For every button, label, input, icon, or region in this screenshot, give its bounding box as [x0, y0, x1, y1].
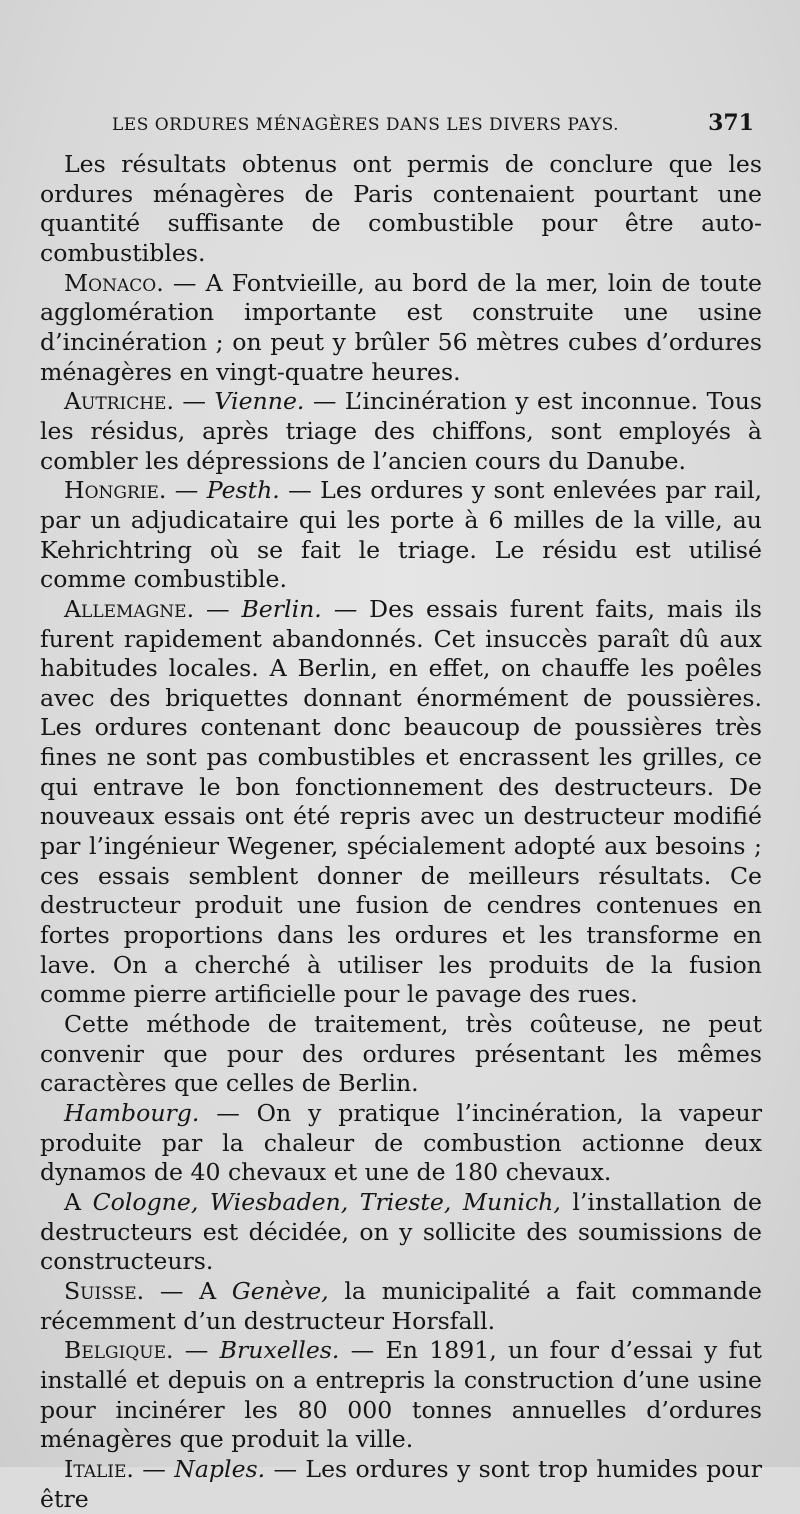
paragraph-prefix: A	[64, 1187, 93, 1216]
paragraph-text: — Les ordures y sont trop humides pour être	[40, 1454, 762, 1513]
paragraph-methode	[40, 1010, 762, 1099]
city-name: Pesth.	[206, 476, 280, 505]
running-title: LES ORDURES MÉNAGÈRES DANS LES DIVERS PAYS.	[112, 115, 620, 135]
paragraph-text: — Les ordures y sont enlevées par rail, par un adjudicataire qui les porte à 6 milles de la ville, au Kehrichtring où se fait le triage. Le résidu est utilisé comme combustible.	[40, 476, 762, 594]
city-name: Cologne, Wiesbaden, Trieste, Munich,	[92, 1187, 561, 1216]
page-number: 371	[708, 110, 754, 136]
paragraph-intro	[40, 150, 762, 269]
paragraph-prefix: — A	[144, 1276, 232, 1305]
paragraph-text: — L’incinération y est inconnue. Tous les résidus, après triage des chiffons, sont employés à combler les dépressions de l’ancien cours du Danube.	[40, 387, 762, 475]
paragraph-prefix: —	[173, 1336, 220, 1365]
paragraph-cologne	[40, 1188, 762, 1277]
paragraph-belgique	[40, 1336, 762, 1455]
paragraph-text: — En 1891, un four d’essai y fut installé et depuis on a entrepris la construction d’une usine pour incinérer les 80 000 tonnes annuelles d’ordures ménagères que produit la ville.	[40, 1336, 762, 1454]
country-name: Belgique.	[64, 1336, 174, 1365]
paragraph-monaco	[40, 269, 762, 388]
country-name: Hongrie.	[64, 476, 167, 505]
paragraph-italie	[40, 1455, 762, 1514]
paragraph-prefix: —	[133, 1454, 175, 1483]
paragraph-text: l’installation de destructeurs est décidée, on y sollicite des soumissions de constructeurs.	[40, 1187, 762, 1276]
country-name: Allemagne.	[64, 594, 195, 623]
city-name: Genève,	[231, 1276, 329, 1305]
country-name: Italie.	[64, 1454, 134, 1483]
paragraph-suisse	[40, 1277, 762, 1336]
paragraph-autriche: Autriche. — Vienne. — L’incinération y est inconnue. Tous les résidus, après triage des chiffons, sont employés à combler les dépressions de l’ancien cours du Danube.	[40, 387, 762, 475]
page-header	[112, 110, 754, 136]
country-name: Monaco.	[64, 268, 164, 297]
paragraph-text: — On y pratique l’incinération, la vapeur produite par la chaleur de combustion actionne deux dynamos de 40 chevaux et une de 180 chevaux.	[40, 1099, 762, 1187]
city-name: Berlin.	[241, 594, 322, 623]
paragraph-text: — A Fontvieille, au bord de la mer, loin de toute agglomération importante est construite une usine d’incinération ; on peut y brûler 56 mètres cubes d’ordures ménagères en vingt-quatre heures.	[40, 268, 762, 386]
paragraph-hongrie: Hongrie. — Pesth. — Les ordures y sont enlevées par rail, par un adjudicataire qui les porte à 6 milles de la ville, au Kehrichtring où se fait le triage. Le résidu est utilisé comme combustible.	[40, 476, 762, 594]
city-name: Bruxelles.	[219, 1336, 340, 1365]
paragraph-text: la municipalité a fait commande récemment d’un destructeur Horsfall.	[40, 1276, 762, 1335]
paragraph-text: Les résultats obtenus ont permis de conclure que les ordures ménagères de Paris contenaient pourtant une quantité suffisante de combustible pour être auto-combustibles.	[40, 150, 762, 267]
country-name: Autriche.	[64, 387, 174, 416]
paragraph-text: — Des essais furent faits, mais ils furent rapidement abandonnés. Cet insuccès paraît dû aux habitudes locales. A Berlin, en effet, on chauffe les poêles avec des briquettes donnant énormément de poussières. Les ordures contenant donc beaucoup de poussières très fines ne sont pas combustibles et encrassent les grilles, ce qui entrave le bon fonctionnement des destructeurs. De nouveaux essais ont été repris avec un destructeur modifié par l’ingénieur Wegener, spécialement adopté aux besoins ; ces essais semblent donner de meilleurs résultats. Ce destructeur produit une fusion de cendres contenues en fortes proportions dans les ordures et les transforme en lave. On a cherché à utiliser les produits de la fusion comme pierre artificielle pour le pavage des rues.	[40, 594, 762, 1009]
city-name: Hambourg.	[64, 1099, 200, 1127]
paragraph-text: Cette méthode de traitement, très coûteuse, ne peut convenir que pour des ordures présentant les mêmes caractères que celles de Berlin.	[40, 1010, 762, 1098]
page-body	[40, 150, 762, 1514]
city-name: Naples.	[174, 1454, 266, 1483]
country-name: Suisse.	[64, 1276, 145, 1305]
paragraph-allemagne: Allemagne. — Berlin. — Des essais furent faits, mais ils furent rapidement abandonnés. Cet insuccès paraît dû aux habitudes locales. A Berlin, en effet, on chauffe les poêles avec des briquettes donnant énormément de poussières. Les ordures contenant donc beaucoup de poussières très fines ne sont pas combustibles et encrassent les grilles, ce qui entrave le bon fonctionnement des destructeurs. De nouveaux essais ont été repris avec un destructeur modifié par l’ingénieur Wegener, spécialement adopté aux besoins ; ces essais semblent donner de meilleurs résultats. Ce destructeur produit une fusion de cendres contenues en fortes proportions dans les ordures et les transforme en lave. On a cherché à utiliser les produits de la fusion comme pierre artificielle pour le pavage des rues.	[40, 594, 762, 1009]
paragraph-hambourg	[40, 1099, 762, 1188]
city-name: Vienne.	[214, 387, 305, 416]
